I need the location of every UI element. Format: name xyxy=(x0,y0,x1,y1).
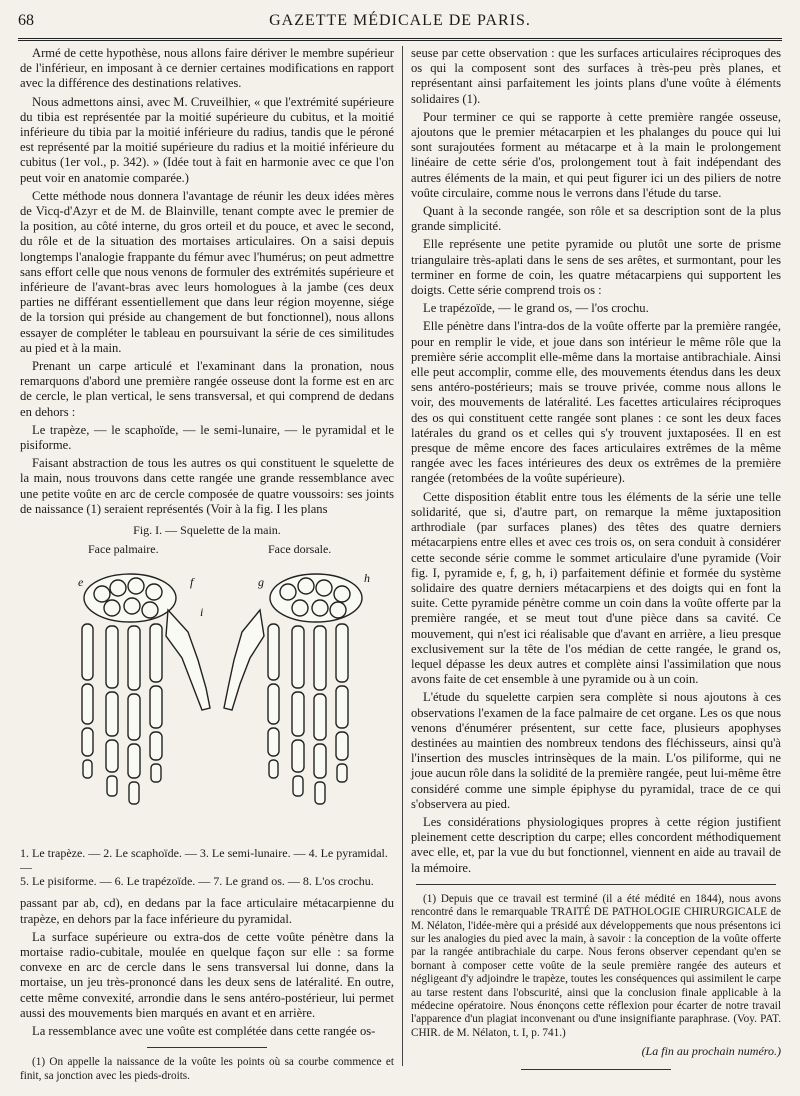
paragraph: Faisant abstraction de tous les autres os qui constituent le squelette de la main, nous trouvons dans cette rangée une grande ressemblance avec une petite voûte en arc de cercle composée de quatre voussoirs: ses joints de naissance (1) seraient représentés (Voir à la fig. I les plans xyxy=(20,456,394,516)
letter-h: h xyxy=(364,571,370,586)
letter-e: e xyxy=(78,575,84,590)
paragraph: Cette méthode nous donnera l'avantage de réunir les deux idées mères de Vicq-d'Azyr et de M. de Blainville, tenant compte avec le premier de la position, au côté interne, du gros orteil et du pouce, et avec le second, du rôle et de la situation des mortaises articulaires. On a saisi depuis longtemps l'analogie frappante du fémur avec l'humérus; on peut admettre sans effort celle que nous venons de formuler des extrémités supérieure et inférieure de l'avant-bras avec leurs homologues à la jambe (ces deux parties ne différant essentiellement que dans leur région moyenne, siége de la torsion qui préside au changement de but fonctionnel), nous allons essayer de compléter le tableau en poursuivant la série de ces similitudes au pied et à la main. xyxy=(20,188,394,355)
footnote: (1) Depuis que ce travail est terminé (il a été médité en 1844), nous avons rencontré dans le remarquable TRAITÉ DE PATHOLOGIE CHIRURGICALE de M. Nélaton, l'idée-mère qui a présidé aux développements que nous présentons ici sur les analogies du pied avec la main, à savoir : la conception de la voûte offerte par la rangée antibrachiale du carpe. Nous ferons observer cependant qu'en se bornant à composer cette voûte de la seule première rangée des auteurs et négligeant d'y adjoindre le trapèze, toutes les conséquences qui assimilent le carpe au tarse restent dans l'obscurité, ainsi que la conclusion finale applicable à la médecine opératoire. Nous énonçons cette réflexion pour écarter de notre travail l'apparence d'un plagiat inconvenant ou d'une insignifiante paraphrase. (Voy. PAT. CHIR. de M. Nélaton, t. I, p. 741.) xyxy=(411,892,781,1039)
paragraph: Le trapèze, — le scaphoïde, — le semi-lunaire, — le pyramidal et le pisiforme. xyxy=(20,422,394,453)
continued-notice: (La fin au prochain numéro.) xyxy=(641,1044,781,1059)
paragraph: Le trapézoïde, — le grand os, — l'os crochu. xyxy=(423,301,649,316)
letter-g: g xyxy=(258,575,264,590)
journal-title: GAZETTE MÉDICALE DE PARIS. xyxy=(269,12,531,29)
left-column xyxy=(20,46,394,1083)
dorsal-label: Face dorsale. xyxy=(268,542,332,557)
dorsal-hand-icon xyxy=(224,574,362,804)
footnote: (1) On appelle la naissance de la voûte les points où sa courbe commence et finit, sa jonction avec les pieds-droits. xyxy=(20,1056,394,1082)
palmar-label: Face palmaire. xyxy=(88,542,159,557)
paragraph: La surface supérieure ou extra-dos de cette voûte pénètre dans la mortaise radio-cubitale, moulée en quelque façon sur elle : sa forme convexe en arc de cercle dans le sens transversal lui donne, dans la mortaise, un jeu très-prononcé dans les deux sens de latéralité. En outre, cette même convexité, arrondie dans le sens antéro-postérieur, lui permet aussi des mouvements bien marqués en avant et en arrière. xyxy=(20,929,394,1020)
paragraph: Quant à la seconde rangée, son rôle et sa description sont de la plus grande simplicité. xyxy=(411,204,781,234)
paragraph: Prenant un carpe articulé et l'examinant dans la pronation, nous remarquons d'abord une première rangée osseuse dont la forme est en arc de cercle, le plan vertical, le sens transversal, et qui comprend de dedans en dehors : xyxy=(20,359,394,419)
paragraph: Elle pénètre dans l'intra-dos de la voûte offerte par la première rangée, pour en remplir le vide, et joue dans son intérieur le même rôle que la première série accomplit elle-même dans la mortaise antibrachiale. Ainsi elle peut accomplir, comme elle, des mouvements étendus dans les deux sens antéro-postérieurs; mais se trouve privée, comme nous allons le voir, des mouvements de latéralité. Les facettes articulaires réciproques des os qui constituent cette rangée sont planes : ce sont les deux faces latérales du grand os et celles qui s'y trouvent juxtaposées. Il en est presque de même encore des faces articulaires extrêmes de la même rangée avec les faces intérieures des deux os extrêmes de la première rangée (retombées de la voûte supérieure). xyxy=(411,319,781,486)
paragraph: L'étude du squelette carpien sera complète si nous ajoutons à ces observations l'examen de la face palmaire de cet organe. Les os que nous venons d'énumérer présentent, sur cette face, plusieurs apophyses destinées au maintien des nombreux tendons des fléchisseurs, ainsi qu'à l'insertion des muscles intrinsèques de la main. L'os piliforme, qui ne joue aucun rôle dans la solidité de la première rangée, peut lui-même être considéré comme une simple épiphyse du pyramidal, trace de ce qui s'observera au pied. xyxy=(411,690,781,811)
page-number: 68 xyxy=(18,12,34,29)
hand-skeleton-drawing xyxy=(20,558,394,840)
letter-f: f xyxy=(190,575,194,590)
caption-line: 1. Le trapèze. — 2. Le scaphoïde. — 3. Le semi-lunaire. — 4. Le pyramidal. — xyxy=(20,846,388,875)
header-rule xyxy=(18,38,782,41)
paragraph: seuse par cette observation : que les surfaces articulaires réciproques des os qui la composent sont des surfaces à très-peu près planes, et représentant ainsi parfaitement les joints plans d'une voûte à éléments solidaires (1). xyxy=(411,46,781,106)
paragraph: Nous admettons ainsi, avec M. Cruveilhier, « que l'extrémité supérieure du tibia est représentée par la moitié supérieure du cubitus, et la moitié inférieure du tibia par la moitié inférieure du radius, tandis que le péroné est représenté par la moitié supérieure du radius et la moitié inférieure du cubitus (1er vol., p. 342). » (Idée tout à fait en harmonie avec ce que l'on peut voir en anatomie comparée.) xyxy=(20,94,394,185)
column-divider xyxy=(402,46,403,1066)
figure-illustrations xyxy=(20,542,394,840)
right-column xyxy=(411,46,781,1070)
footnote-separator xyxy=(147,1047,267,1048)
paragraph: passant par ab, cd), en dedans par la face articulaire métacarpienne du trapèze, en dehors par la face inférieure du pyramidal. xyxy=(20,896,394,926)
letter-i: i xyxy=(200,605,204,620)
paragraph: Armé de cette hypothèse, nous allons faire dériver le membre supérieur de l'inférieur, en imposant à ce dernier certaines modifications en rapport avec la différence des destinations relatives. xyxy=(20,46,394,91)
figure-title: Fig. I. — Squelette de la main. xyxy=(133,523,281,538)
paragraph: Cette disposition établit entre tous les éléments de la série une telle solidarité, que si, d'autre part, on remarque la même juxtaposition arthrodiale (par surfaces planes) des têtes des quatre derniers métacarpiens entre elles et avec ces trois os, on sera conduit à considérer cette seconde série comme le sommet articulaire d'une pyramide (Voir fig. I, pyramide e, f, g, h, i) parfaitement définie et formée du système solidaire des quatre derniers métacarpiens et des doigts qui en font la suite. Cette pyramide pénètre comme un coin dans la voûte offerte par la première rangée, et se meut tout d'une pièce dans sa cavité. Ce mouvement, qui n'est ici réalisable que d'avant en arrière, a lieu presque exclusivement sur la tête de l'os médian de cette rangée, le grand os, lequel dépasse les deux autres et complète ainsi l'assimilation que nous avons faite de cet ensemble à une pyramide ou à un coin. xyxy=(411,489,781,687)
figure-caption xyxy=(20,846,394,888)
caption-line: 5. Le pisiforme. — 6. Le trapézoïde. — 7. Le grand os. — 8. L'os crochu. xyxy=(20,874,374,889)
paragraph: La ressemblance avec une voûte est complétée dans cette rangée os- xyxy=(32,1023,376,1038)
paragraph: Elle représente une petite pyramide ou plutôt une sorte de prisme triangulaire très-aplati dans le sens de ses arêtes, et surmontant, pour les terminer en forme de coin, les quatre métacarpiens qui supportent les doigts. Cette série comprend trois os : xyxy=(411,237,781,298)
page-header xyxy=(18,12,782,34)
hand-skeleton-figure xyxy=(20,523,394,888)
palmar-hand-icon xyxy=(82,574,210,804)
paragraph: Pour terminer ce qui se rapporte à cette première rangée osseuse, ajoutons que le premier métacarpien et les phalanges du pouce qui lui sont surajoutées forment au métacarpe et à la main le prolongement linéaire de cette série d'os, prolongement tout à fait indépendant des autres éléments de la main, et qui peut figurer ici un des piliers de notre voûte circulaire, comme nous le verrons dans l'étude du tarse. xyxy=(411,109,781,200)
end-rule xyxy=(521,1069,671,1070)
footnote-separator xyxy=(416,884,776,885)
paragraph: Les considérations physiologiques propres à cette région justifient pleinement cette description du carpe; elles concordent méthodiquement avec elle, et, par la vue du but fonctionnel, viennent en aide au travail de la mémoire. xyxy=(411,814,781,875)
